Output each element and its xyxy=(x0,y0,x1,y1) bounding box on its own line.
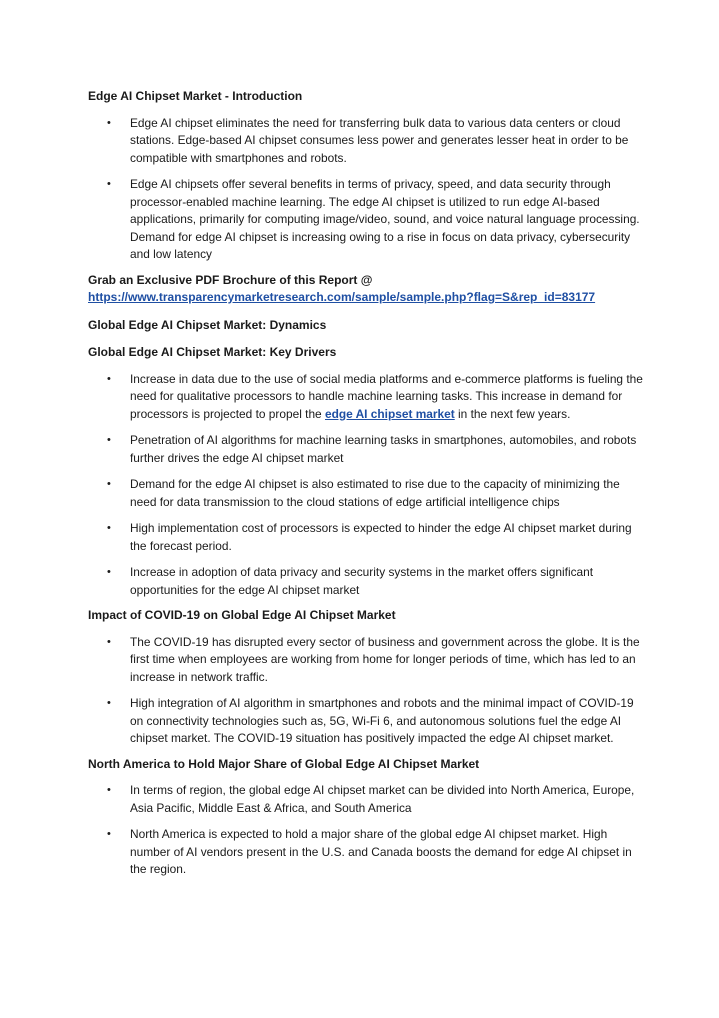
bullet-icon: • xyxy=(107,434,111,446)
bullet-icon: • xyxy=(107,566,111,578)
bullet-text-before-link: Increase in data due to the use of social media platforms and e-commerce platforms is fueling the need for qualitative processors to handle machine learning tasks. This increase in demand for processors is projected to propel the xyxy=(130,371,643,421)
list-item xyxy=(88,634,643,687)
bullet-icon: • xyxy=(107,784,111,796)
bullet-text: Demand for the edge AI chipset is also estimated to rise due to the capacity of minimizing the need for data transmission to the cloud stations of edge artificial intelligence chips xyxy=(130,477,620,509)
list-item xyxy=(88,695,643,748)
bullet-icon: • xyxy=(107,522,111,534)
intro-bullet-list xyxy=(88,115,643,264)
bullet-text: Increase in adoption of data privacy and security systems in the market offers significant opportunities for the edge AI chipset market xyxy=(130,565,594,597)
bullet-icon: • xyxy=(107,178,111,190)
intro-heading: Edge AI Chipset Market - Introduction xyxy=(88,89,303,103)
bullet-icon: • xyxy=(107,478,111,490)
bullet-icon: • xyxy=(107,116,111,129)
bullet-text: The COVID-19 has disrupted every sector of business and government across the globe. It is the first time when employees are working from home for longer periods of time, which has led to an increase in network traffic. xyxy=(130,634,640,684)
covid-heading: Impact of COVID-19 on Global Edge AI Chipset Market xyxy=(88,608,396,622)
drivers-heading: Global Edge AI Chipset Market: Key Drivers xyxy=(88,345,337,359)
bullet-text: Edge AI chipsets offer several benefits in terms of privacy, speed, and data security through processor-enabled machine learning. The edge AI chipset is utilized to run edge AI-based applications, primarily for computing image/video, sound, and voice natural language processing. Demand for edge AI chipset is increasing owing to a rise in focus on data privacy, cybersecurity and low latency xyxy=(130,177,640,261)
drivers-bullet-list xyxy=(88,371,643,600)
bullet-text: North America is expected to hold a major share of the global edge AI chipset market. High number of AI vendors present in the U.S. and Canada boosts the demand for edge AI chipset in the region. xyxy=(130,827,632,876)
bullet-text: High implementation cost of processors is expected to hinder the edge AI chipset market during the forecast period. xyxy=(130,521,632,553)
document-page xyxy=(88,88,643,887)
list-item xyxy=(88,476,643,511)
brochure-label: Grab an Exclusive PDF Brochure of this Report @ xyxy=(88,272,373,287)
edge-ai-chipset-market-link[interactable]: edge AI chipset market xyxy=(324,406,455,421)
bullet-text: Edge AI chipset eliminates the need for transferring bulk data to various data centers or cloud stations. Edge-based AI chipset consumes less power and generates lesser heat in order to be compatible with smartphones and robots. xyxy=(130,115,629,165)
list-item xyxy=(88,564,643,599)
dynamics-heading: Global Edge AI Chipset Market: Dynamics xyxy=(88,317,327,332)
bullet-text: In terms of region, the global edge AI chipset market can be divided into North America, Europe, Asia Pacific, Middle East & Africa, and South America xyxy=(130,783,635,815)
list-item xyxy=(88,520,643,555)
bullet-icon: • xyxy=(107,635,111,648)
bullet-icon: • xyxy=(107,697,111,709)
list-item xyxy=(88,432,643,467)
covid-bullet-list xyxy=(88,634,643,748)
list-item xyxy=(88,115,643,168)
bullet-text: Penetration of AI algorithms for machine learning tasks in smartphones, automobiles, and robots further drives the edge AI chipset market xyxy=(130,433,637,465)
list-item xyxy=(88,826,643,879)
list-item xyxy=(88,176,643,264)
brochure-block xyxy=(88,272,643,307)
brochure-link[interactable]: https://www.transparencymarketresearch.com/sample/sample.php?flag=S&rep_id=83177 xyxy=(88,290,596,304)
list-item xyxy=(88,782,643,817)
bullet-icon: • xyxy=(107,372,111,385)
north-america-bullet-list xyxy=(88,782,643,879)
bullet-text-after-link: in the next few years. xyxy=(454,406,571,421)
bullet-text: High integration of AI algorithm in smartphones and robots and the minimal impact of COVID-19 on connectivity technologies such as, 5G, Wi-Fi 6, and autonomous solutions fuel the edge AI chipset market. The COVID-19 situation has positively impacted the edge AI chipset market. xyxy=(130,696,634,745)
north-america-heading: North America to Hold Major Share of Global Edge AI Chipset Market xyxy=(88,756,480,771)
bullet-icon: • xyxy=(107,828,111,840)
list-item xyxy=(88,371,643,424)
